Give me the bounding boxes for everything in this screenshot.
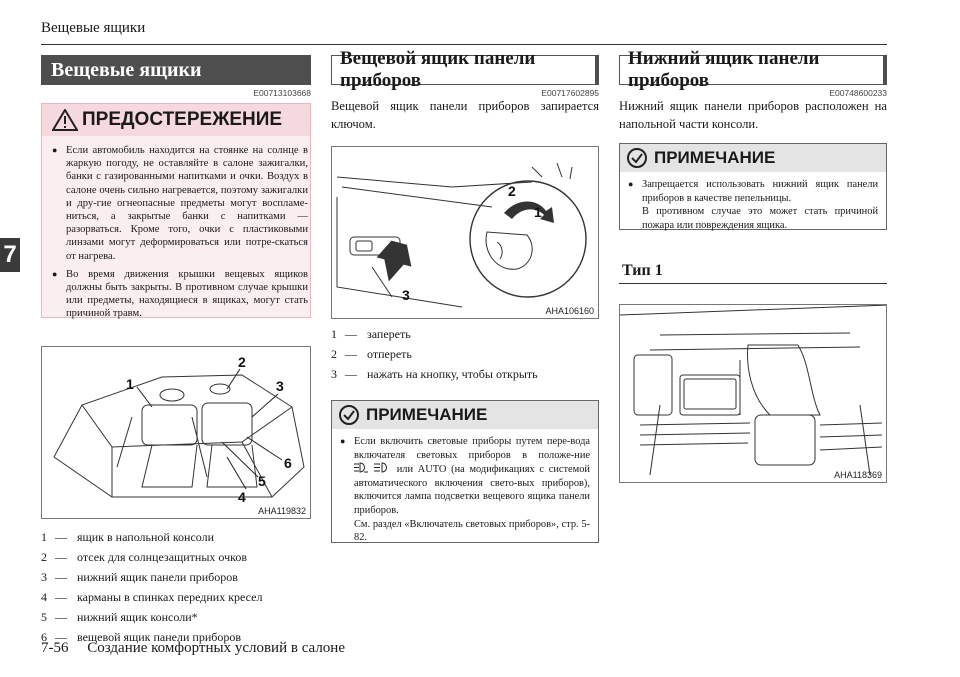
type-rule <box>619 283 887 284</box>
section-code: E00717602895 <box>541 88 599 98</box>
headlight-switch-icon <box>354 462 392 473</box>
warning-title <box>42 104 310 136</box>
glovebox-figure <box>331 146 599 319</box>
legend-list <box>41 527 321 647</box>
warning-item: ● Во время движения крышки вещевых ящиков должны быть закрыты. В противном случае крышки или предметы, находящиеся в ящиках, могут стать причиной травм. <box>52 268 308 321</box>
running-header: Вещевые ящики <box>41 20 146 36</box>
callout-1: 1 <box>126 376 134 392</box>
type-heading: Тип 1 <box>622 262 663 279</box>
car-interior-illustration <box>42 347 311 519</box>
warning-title-text: ПРЕДОСТЕРЕЖЕНИЕ <box>82 109 283 130</box>
callout-6: 6 <box>284 455 292 471</box>
legend-list <box>331 324 599 384</box>
note-item: ● Если включить световые приборы путем пере-вода включателя световых приборов в положе-ние или AUTO (на модификациях с системой автоматического включения свето-вых приборов), включится лампа подсветки вещевого ящика панели приборов. См. раздел «Включатель световых приборов», стр. 5-82. <box>340 435 590 545</box>
callout-3: 3 <box>402 287 410 303</box>
legend-item: 3 — нажать на кнопку, чтобы открыть <box>331 367 538 381</box>
note-check-icon <box>626 147 648 169</box>
car-interior-figure <box>41 346 311 519</box>
glovebox-illustration <box>332 147 599 319</box>
note-body <box>332 429 598 556</box>
note-item: ● Запрещается использовать нижний ящик панели приборов в качестве пепельницы. В противном случае это может стать причиной пожара или повреждения ящика. <box>628 178 878 232</box>
glovebox-paragraph: Вещевой ящик панели приборов запирается ключом. <box>331 99 599 131</box>
note-body <box>620 172 886 243</box>
legend-item: 2 — отсек для солнцезащитных очков <box>41 550 248 564</box>
console-figure <box>619 304 887 483</box>
note-check-icon <box>338 404 360 426</box>
note-title: ПРИМЕЧАНИЕ <box>332 401 598 429</box>
section-title-lower-box: Нижний ящик панели приборов <box>619 55 887 85</box>
note-box-lower <box>619 143 887 230</box>
callout-5: 5 <box>258 473 266 489</box>
figure-code: AHA118369 <box>834 470 882 480</box>
section-code: E00748600233 <box>829 88 887 98</box>
callout-2: 2 <box>238 354 246 370</box>
legend-item: 1 — ящик в напольной консоли <box>41 530 215 544</box>
warning-item: ● Если автомобиль находится на стоянке на солнце в жаркую погоду, не оставляйте в салоне зажигалки, банки с газированными напитками и очки. Воздух в салоне очень сильно нагревается, поэтому зажигалки и дру-гие огнеопасные предметы могут воспламе-ниться, а закрытые банки с напитками — разорваться. Кроме того, очки с пластиковыми линзами могут деформироваться или потре-скаться от нагрева. <box>52 144 308 263</box>
chapter-title: Создание комфортных условий в салоне <box>87 640 345 656</box>
legend-item: 5 — нижний ящик консоли* <box>41 610 198 624</box>
note-title: ПРИМЕЧАНИЕ <box>620 144 886 172</box>
warning-triangle-icon <box>52 109 78 131</box>
callout-4: 4 <box>238 489 246 505</box>
page-number: 7-56 <box>41 640 69 656</box>
header-rule <box>41 44 887 45</box>
warning-box <box>41 103 311 318</box>
legend-item: 4 — карманы в спинках передних кресел <box>41 590 263 604</box>
figure-code: AHA106160 <box>545 306 594 316</box>
callout-1: 1 <box>534 204 542 220</box>
warning-body <box>52 144 308 326</box>
section-code: E00713103668 <box>253 88 311 98</box>
legend-item: 3 — нижний ящик панели приборов <box>41 570 238 584</box>
chapter-tab: 7 <box>0 238 20 272</box>
page-footer <box>41 640 345 657</box>
lower-box-paragraph: Нижний ящик панели приборов расположен на напольной части консоли. <box>619 99 887 131</box>
callout-2: 2 <box>508 183 516 199</box>
section-title-glovebox: Вещевой ящик панели приборов <box>331 55 599 85</box>
legend-item: 2 — отпереть <box>331 347 412 361</box>
figure-code: AHA119832 <box>258 506 306 516</box>
callout-3: 3 <box>276 378 284 394</box>
legend-item: 6 — вещевой ящик панели приборов <box>41 630 242 644</box>
legend-item: 1 — запереть <box>331 327 411 341</box>
section-title-storage: Вещевые ящики <box>41 55 311 85</box>
note-box-glovebox <box>331 400 599 543</box>
console-illustration <box>620 305 887 483</box>
